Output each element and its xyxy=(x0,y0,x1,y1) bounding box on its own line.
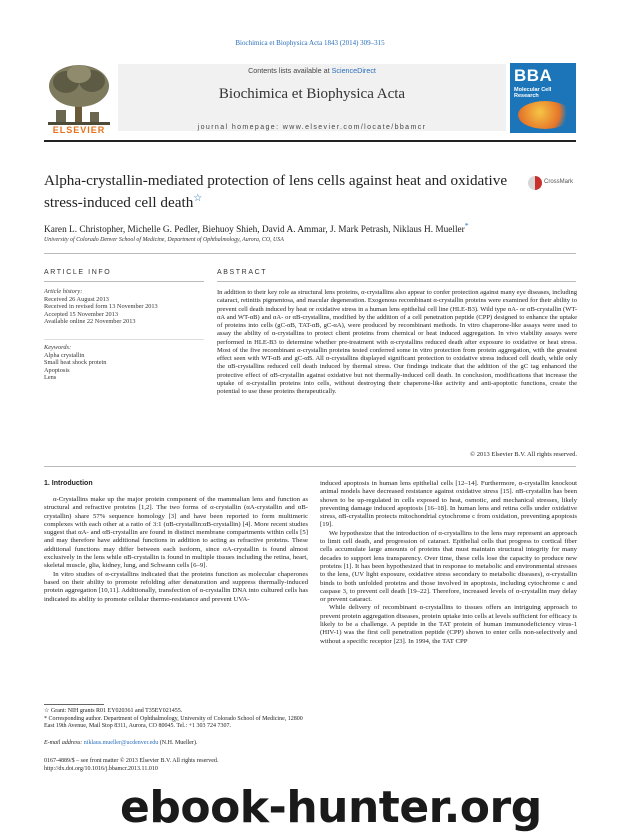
keywords-rule xyxy=(44,339,204,340)
paragraph: induced apoptosis in human lens epithelial cells [12–14]. Furthermore, α-crystallin knockout animal models have decreased resistance against oxidative stress [15]. αB-crystallin has been shown to be up-regulated in cells exposed to heat, osmotic, and mechanical stresses, likely preventing damage induced apoptosis [16–18]. In human lens and retina cells under oxidative stress, αB-crystallin protects mitochondrial cytochrome c from oxidation, preventing apoptosis [19]. xyxy=(320,480,577,529)
keyword: Lens xyxy=(44,374,57,382)
journal-cover xyxy=(510,63,576,133)
footnote-email xyxy=(44,740,312,747)
paragraph: In vitro studies of α-crystallins indicated that the proteins function as molecular chaperones based on their ability to promote refolding after denaturation and suppress thermally-induced protein aggregation [10,11]. Additionally, transfection of α-crystallin DNA into cultured cells has indicated its ability to promote cellular thermo-resistance and prevent UVA- xyxy=(44,570,308,603)
section-heading-introduction: 1. Introduction xyxy=(44,480,93,487)
paragraph: We hypothesize that the introduction of α-crystallins to the lens may represent an approach to limit cell death, and progression of cataract. Epithelial cells that progress to cortical fiber cells accumulate large amounts of proteins that must maintain structural integrity for many decades to support lens transparency. Over time, these cells lose the capacity to produce new proteins [1]. It has been hypothesized that in response to metabolic and environmental stresses to the lens, (UV light exposure, oxidative stress secondary to metabolic diseases), α-crystallin binds to both unfolded proteins and those involved in apoptosis, including cytochrome c and caspase 3, to prevent cell death [19–22]. Therefore, increased levels of α-crystallin may delay or prevent cataract. xyxy=(320,529,577,604)
crossmark-icon xyxy=(528,176,542,190)
history-item: Received 26 August 2013 xyxy=(44,295,109,303)
footnote-grant: ☆ Grant: NIH grants R01 EY020361 and T35EY021455. xyxy=(44,708,183,714)
article-history xyxy=(44,288,209,326)
abstract-heading: ABSTRACT xyxy=(217,269,268,276)
paragraph: While delivery of recombinant α-crystallins to tissues offers an intriguing approach to prevent protein aggregation diseases, protein uptake into cells at levels sufficient for efficacy is likely to be a challenge. A peptide in the TAT protein of human immunodeficiency virus-1 (HIV-1) was the first cell penetration peptide (CPP) shown to enter cells non-selectively and without a specific receptor [23]. In 1994, the TAT CPP xyxy=(320,604,577,645)
history-item: Available online 22 November 2013 xyxy=(44,318,136,326)
crossmark-label: CrossMark xyxy=(544,179,574,185)
abstract-rule xyxy=(217,281,576,282)
citation-header[interactable]: Biochimica et Biophysica Acta 1843 (2014) 309–315 xyxy=(235,39,385,47)
contents-line xyxy=(118,66,506,75)
journal-name: Biochimica et Biophysica Acta xyxy=(218,86,406,102)
elsevier-logo-text: ELSEVIER xyxy=(52,125,106,135)
elsevier-tree-logo xyxy=(44,62,114,130)
doi-link[interactable]: http://dx.doi.org/10.1016/j.bbamcr.2013.11.010 xyxy=(44,766,158,772)
history-label: Article history: xyxy=(44,288,83,295)
affiliation: University of Colorado Denver School of Medicine, Department of Ophthalmology, Aurora, CO, USA xyxy=(44,237,284,243)
issn-line: 0167-4889/$ – see front matter © 2013 Elsevier B.V. All rights reserved. xyxy=(44,758,219,764)
footnote-rule xyxy=(44,704,104,705)
cover-subtitle: Molecular Cell Research xyxy=(514,87,552,99)
history-item: Accepted 15 November 2013 xyxy=(44,310,118,318)
paragraph: α-Crystallins make up the major protein component of the mammalian lens and function as structural and refractive proteins [1,2]. The two forms of α-crystallin (αA-crystallin and αB-crystallin) share 57% sequence homology [3] and have been reported to form multimeric complexes with each other at a ratio of 3:1 (αB-crystallin:αB-crystallin) [4]. More recent studies suggest that αA- and αB-crystallin are found in distinct membrane compartments within cells [5] and may therefore have additional functions in addition to acting as refractive proteins. These additional functions may differ between each isoform, since αA-crystallin is found almost exclusively in the lens while αB-crystallin is found in multiple tissues including the retina, heart, skeletal muscle, glia, kidney, lung, and Schwann cells [6–9]. xyxy=(44,496,308,570)
email-link[interactable]: niklaus.mueller@ucdenver.edu xyxy=(83,740,159,746)
keyword: Small heat shock protein xyxy=(44,359,107,367)
title-text: Alpha-crystallin-mediated protection of lens cells against heat and oxidative stress-induced cell death xyxy=(44,172,508,212)
cover-title: BBA xyxy=(514,66,553,85)
body-column-left xyxy=(44,496,308,604)
watermark-text: ebook-hunter.org xyxy=(120,782,542,833)
affiliation-rule xyxy=(44,253,576,254)
abstract-copyright: © 2013 Elsevier B.V. All rights reserved. xyxy=(470,451,577,458)
keywords-label: Keywords: xyxy=(44,344,72,351)
history-item: Received in revised form 13 November 2013 xyxy=(44,303,158,311)
keyword: Apoptosis xyxy=(44,366,70,374)
title-footnote-mark[interactable]: ☆ xyxy=(193,193,203,204)
keywords xyxy=(44,344,209,382)
corresponding-mark[interactable]: * xyxy=(464,221,469,230)
keyword: Alpha crystallin xyxy=(44,351,85,359)
contents-prefix: Contents lists available at xyxy=(248,66,332,75)
article-title xyxy=(44,172,514,212)
abstract-bottom-rule xyxy=(44,466,576,467)
abstract-text: In addition to their key role as structural lens proteins, α-crystallins also appear to confer protection against many eye diseases, including cataract, retinitis pigmentosa, and macular degeneration. Exogenous recombinant α-crystallin proteins were examined for their ability to prevent cell death induced by heat or oxidative stress in a human lens epithelial cell line (HLE-B3). Wild type αA- or αB-crystallin (WT-αA and WT-αB) and αA- or αB-crystallins, modified by the addition of a cell penetration peptide (CPP) designed to enhance the uptake of proteins into cells (gC-αB, TAT-αB, gC-αA), were produced by recombinant methods. In vitro chaperone-like assays were used to assay the ability of α-crystallins to protect client proteins from chemical or heat induced aggregation. In vivo viability assays were performed in HLE-B3 to determine whether pre-treatment with α-crystallins reduced death after exposure to oxidative or heat stress. Most of the five recombinant α-crystallin proteins tested conferred some in vitro protection from protein aggregation, with the greatest effect seen with WT-αB and gC-αB. All α-crystallins displayed significant protection to oxidative stress induced cell death, while only the αB-crystallins reduced cell death induced by thermal stress. Our findings indicate that the addition of the gC tag enhanced the protective effect of αB-crystallin against oxidative but not thermally-induced cell death. In conclusion, modifications that increase the uptake of α-crystallin proteins into cells, without destroying their chaperone-like activity and anti-apoptotic functions, create the potential to use these proteins therapeutically. xyxy=(217,289,577,395)
authors-text: Karen L. Christopher, Michelle G. Pedler, Biehuoy Shieh, David A. Ammar, J. Mark Petrash, Niklaus H. Mueller xyxy=(44,225,465,236)
email-label: E-mail address: xyxy=(44,740,84,746)
header-rule xyxy=(44,140,576,142)
cover-image xyxy=(518,101,572,129)
author-list xyxy=(44,220,584,236)
crossmark-badge[interactable] xyxy=(528,176,576,190)
email-suffix: (N.H. Mueller). xyxy=(158,740,198,746)
sciencedirect-link[interactable]: ScienceDirect xyxy=(331,66,376,75)
footnote-corresponding: * Corresponding author. Department of Ophthalmology, University of Colorado School of Medicine, 12800 East 19th Avenue, Mail Stop 8311, Aurora, CO 80045. Tel.: +1 303 724 7307. xyxy=(44,716,303,730)
body-column-right xyxy=(320,480,577,646)
info-rule xyxy=(44,281,204,282)
journal-homepage[interactable]: journal homepage: www.elsevier.com/locate/bbamcr xyxy=(197,124,427,131)
article-info-heading: ARTICLE INFO xyxy=(44,269,112,276)
